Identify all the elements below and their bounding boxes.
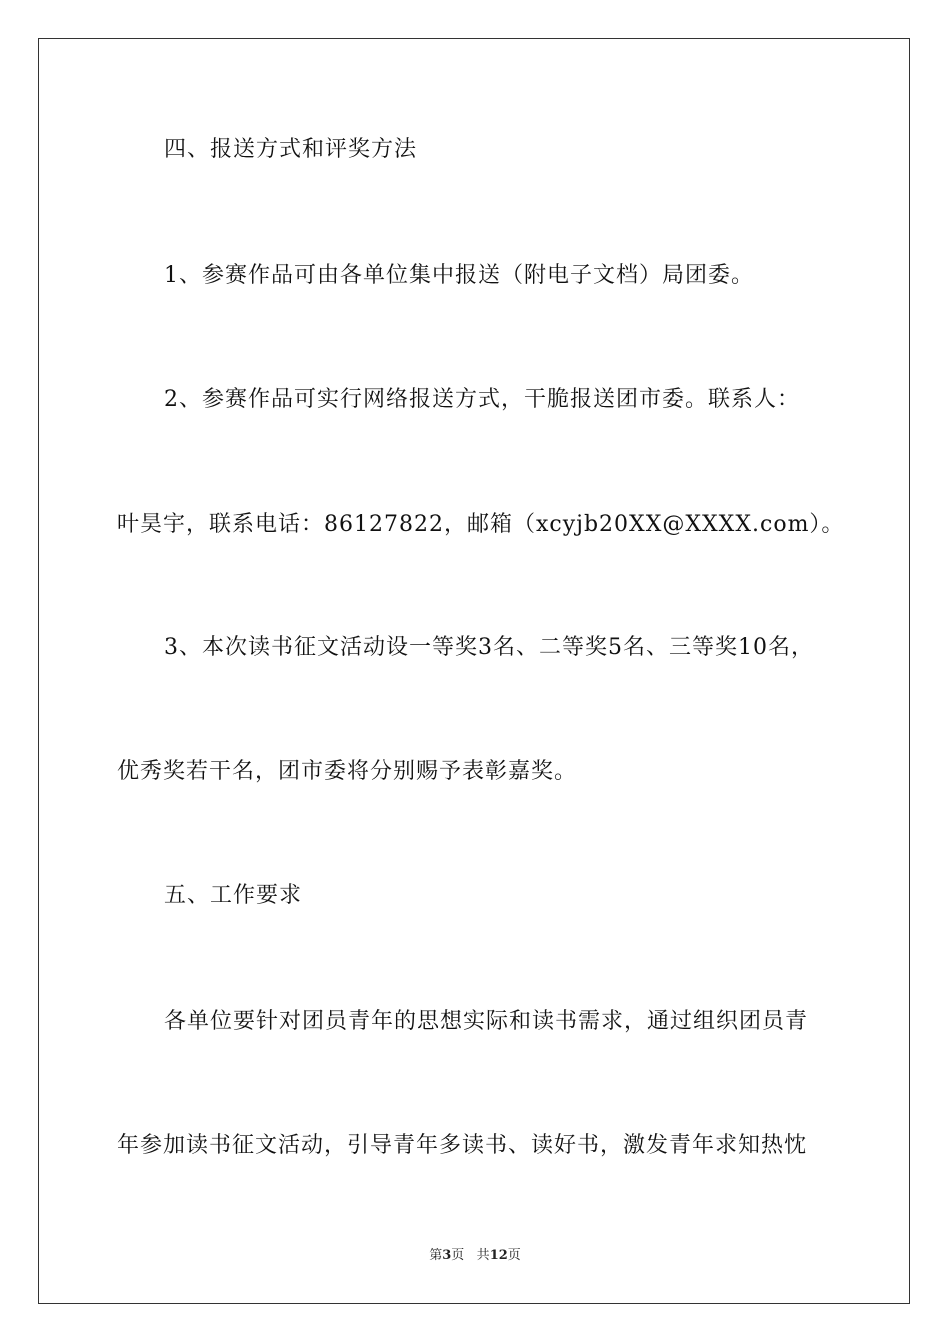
section-heading-5: 五、工作要求: [164, 883, 303, 908]
paragraph-requirements: 各单位要针对团员青年的思想实际和读书需求，通过组织团员青: [164, 1009, 809, 1034]
total-label-suffix: 页: [507, 1248, 521, 1263]
total-label-prefix: 共: [476, 1248, 490, 1263]
paragraph-item-2-continued: 叶昊宇，联系电话：86127822，邮箱（xcyjb20XX@XXXX.com）。: [117, 512, 845, 537]
paragraph-item-2: 2、参赛作品可实行网络报送方式，干脆报送团市委。联系人：: [164, 387, 800, 412]
total-page-count: 12: [489, 1248, 508, 1263]
paragraph-item-3: 3、本次读书征文活动设一等奖3名、二等奖5名、三等奖10名，: [164, 635, 814, 660]
paragraph-item-3-continued: 优秀奖若干名，团市委将分别赐予表彰嘉奖。: [117, 759, 578, 784]
page-footer: [0, 1248, 950, 1264]
page-border: [38, 38, 910, 1304]
section-heading-4: 四、报送方式和评奖方法: [164, 137, 418, 162]
current-page-number: 3: [442, 1248, 452, 1263]
page-label-prefix: 第: [429, 1248, 443, 1263]
page-label-suffix: 页: [451, 1248, 465, 1263]
paragraph-requirements-continued: 年参加读书征文活动，引导青年多读书、读好书，激发青年求知热忱: [117, 1133, 808, 1158]
paragraph-item-1: 1、参赛作品可由各单位集中报送（附电子文档）局团委。: [164, 263, 754, 288]
